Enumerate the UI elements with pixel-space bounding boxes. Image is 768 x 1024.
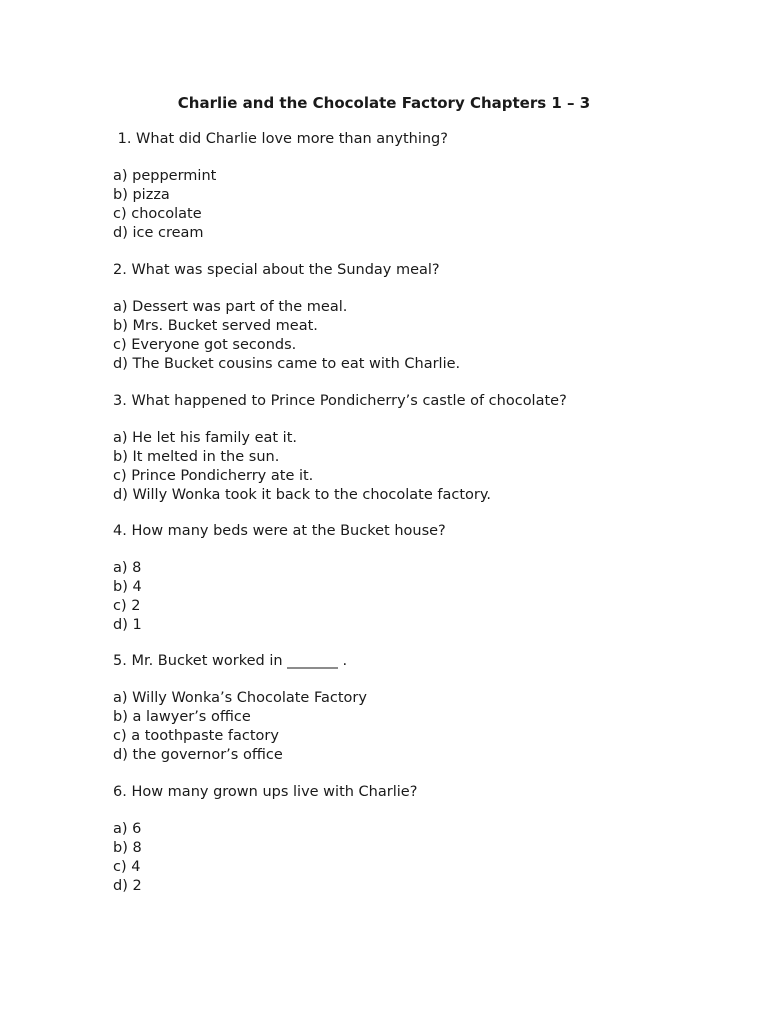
question-3-text: 3. What happened to Prince Pondicherry’s castle of chocolate?: [113, 393, 567, 409]
question-2-option-a: a) Dessert was part of the meal.: [113, 299, 348, 315]
question-2-option-d: d) The Bucket cousins came to eat with Charlie.: [113, 356, 461, 372]
question-2-option-c: c) Everyone got seconds.: [113, 337, 297, 353]
question-6-text: 6. How many grown ups live with Charlie?: [113, 784, 418, 800]
question-2-option-b: b) Mrs. Bucket served meat.: [113, 318, 318, 334]
question-5-option-c: c) a toothpaste factory: [113, 728, 279, 744]
question-3-option-a: a) He let his family eat it.: [113, 430, 297, 446]
question-6-options: [113, 820, 417, 896]
question-2-text: 2. What was special about the Sunday meal?: [113, 262, 440, 278]
question-4-text: 4. How many beds were at the Bucket house?: [113, 523, 446, 539]
question-4-option-b: b) 4: [113, 579, 142, 595]
question-3: [113, 392, 567, 505]
question-6: [113, 783, 417, 896]
question-6-option-a: a) 6: [113, 821, 142, 837]
question-1: [113, 130, 448, 243]
question-4-options: [113, 559, 446, 635]
page-title: [0, 94, 768, 112]
question-6-option-c: c) 4: [113, 859, 141, 875]
question-5: [113, 652, 367, 765]
question-1-text: 1. What did Charlie love more than anything?: [113, 131, 448, 147]
question-3-option-c: c) Prince Pondicherry ate it.: [113, 468, 314, 484]
question-1-option-a: a) peppermint: [113, 168, 217, 184]
question-5-text: 5. Mr. Bucket worked in _______ .: [113, 653, 348, 669]
question-3-option-b: b) It melted in the sun.: [113, 449, 280, 465]
question-6-option-b: b) 8: [113, 840, 142, 856]
question-1-option-c: c) chocolate: [113, 206, 202, 222]
question-3-options: [113, 429, 567, 505]
question-4-option-a: a) 8: [113, 560, 142, 576]
question-1-options: [113, 167, 448, 243]
question-5-options: [113, 689, 367, 765]
question-1-option-b: b) pizza: [113, 187, 170, 203]
page-title-text: Charlie and the Chocolate Factory Chapters 1 – 3: [177, 94, 591, 112]
question-5-option-b: b) a lawyer’s office: [113, 709, 251, 725]
question-5-option-a: a) Willy Wonka’s Chocolate Factory: [113, 690, 367, 706]
question-4-option-c: c) 2: [113, 598, 141, 614]
question-6-option-d: d) 2: [113, 878, 142, 894]
question-2-options: [113, 298, 460, 374]
question-3-option-d: d) Willy Wonka took it back to the chocolate factory.: [113, 487, 491, 503]
question-4-option-d: d) 1: [113, 617, 142, 633]
question-1-option-d: d) ice cream: [113, 225, 204, 241]
question-5-option-d: d) the governor’s office: [113, 747, 283, 763]
question-4: [113, 522, 446, 635]
question-2: [113, 261, 460, 374]
